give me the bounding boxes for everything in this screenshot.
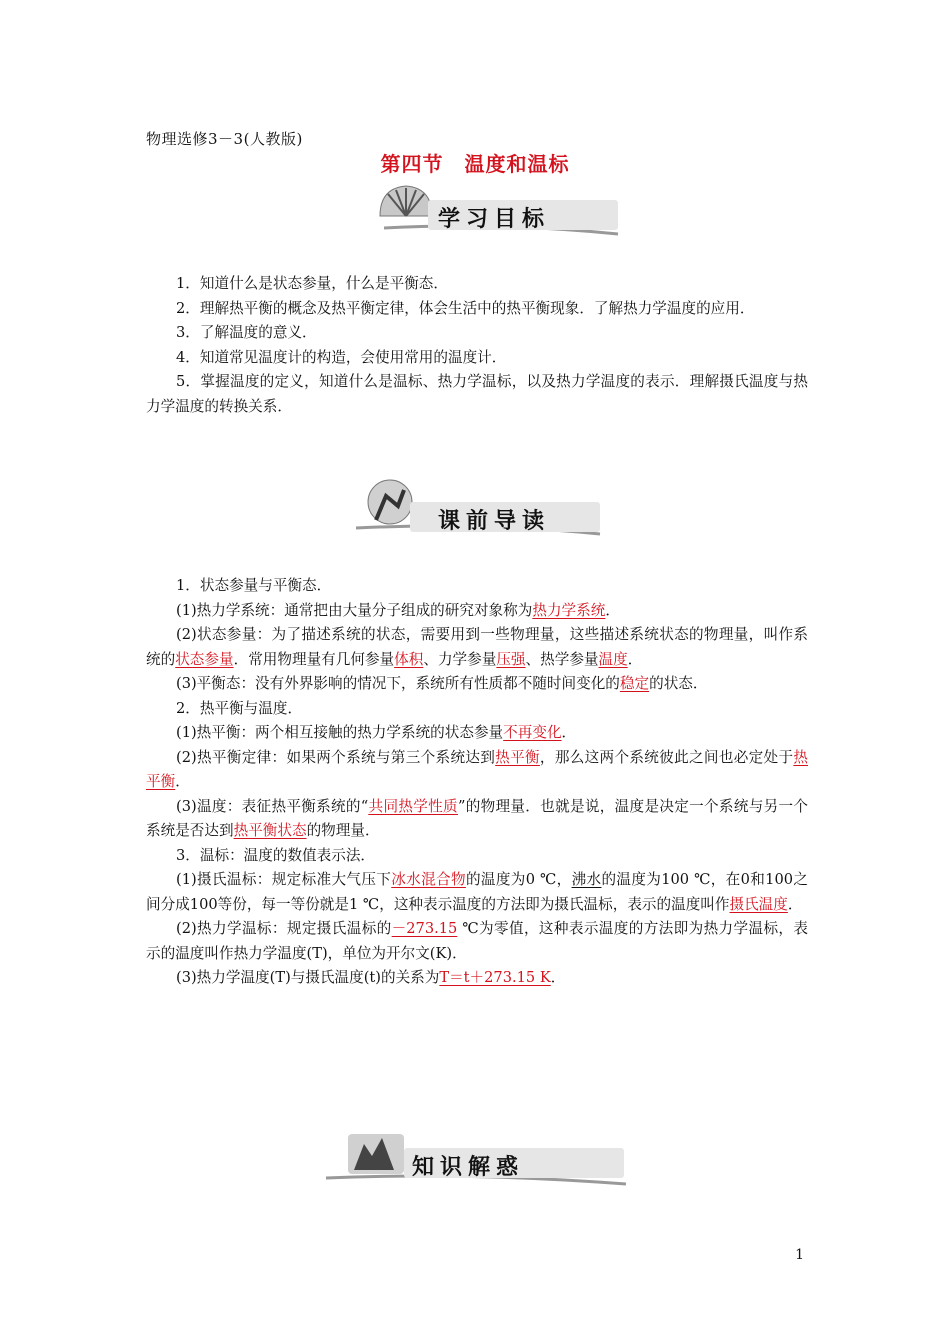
answer-blank: 热平衡状态	[233, 822, 307, 839]
banner-goals-label: 学习目标	[438, 207, 551, 232]
answer-blank: 状态参量	[175, 650, 234, 668]
banner-preview	[0, 476, 950, 538]
answer-blank: 压强	[496, 650, 526, 668]
answer-blank: 体积	[394, 650, 424, 668]
paragraph: (1)热力学系统：通常把由大量分子组成的研究对象称为热力学系统．	[176, 601, 620, 619]
banner-preview-label: 课前导读	[438, 509, 551, 534]
paragraph: (3)温度：表征热平衡系统的“共同热学性质”的物理量．也就是说，温度是决定一个系统与另一个系统是否达到热平衡状态的物理量．	[146, 797, 808, 839]
preview-content	[146, 574, 808, 991]
answer-blank: 热平衡	[146, 748, 808, 790]
paragraph: (1)热平衡：两个相互接触的热力学系统的状态参量不再变化．	[176, 724, 577, 741]
goal-item: 3．了解温度的意义．	[176, 324, 317, 341]
answer-blank: 摄氏温度	[729, 895, 788, 913]
goal-item: 5．掌握温度的定义，知道什么是温标、热力学温标，以及热力学温度的表示．理解摄氏温度与热力学温度的转换关系．	[146, 373, 808, 415]
paragraph: (3)平衡态：没有外界影响的情况下，系统所有性质都不随时间变化的稳定的状态．	[176, 675, 708, 692]
goals-list	[146, 272, 808, 419]
answer-blank: 温度	[598, 650, 628, 668]
subsection-heading: 2．热平衡与温度．	[176, 699, 303, 717]
section-title: 第四节 温度和温标	[380, 152, 570, 176]
goal-item: 2．理解热平衡的概念及热平衡定律，体会生活中的热平衡现象．了解热力学温度的应用．	[176, 299, 755, 317]
paragraph: (1)摄氏温标：规定标准大气压下冰水混合物的温度为0 ℃，沸水的温度为100 ℃，在0和100之间分成100等份，每一等份就是1 ℃，这种表示温度的方法即为摄氏温标，表示的温度叫作摄氏温度．	[146, 871, 808, 913]
goal-item: 1．知道什么是状态参量，什么是平衡态．	[176, 275, 448, 292]
answer-blank: 热力学系统	[532, 601, 606, 619]
answer-blank: 不再变化	[503, 724, 562, 741]
answer-blank: －273.15	[391, 920, 458, 937]
answer-blank: 冰水混合物	[391, 871, 466, 888]
page-number: 1	[795, 1247, 804, 1263]
underlined-term: 沸水	[571, 871, 602, 888]
answer-blank: 共同热学性质	[368, 797, 458, 815]
paragraph: (2)状态参量：为了描述系统的状态，需要用到一些物理量，这些描述系统状态的物理量，叫作系统的状态参量．常用物理量有几何参量体积、力学参量压强、热学参量温度．	[146, 626, 808, 668]
subsection-heading: 1．状态参量与平衡态．	[176, 577, 332, 594]
paragraph: (3)热力学温度(T)与摄氏温度(t)的关系为T＝t＋273.15 K．	[176, 969, 566, 986]
answer-blank: 稳定	[619, 675, 650, 692]
banner-learning-goals	[0, 178, 950, 240]
course-header: 物理选修3－3(人教版)	[146, 130, 303, 148]
goal-item: 4．知道常见温度计的构造，会使用常用的温度计．	[176, 348, 507, 366]
answer-blank: T＝t＋273.15 K	[439, 969, 551, 986]
paragraph: (2)热力学温标：规定摄氏温标的－273.15 ℃为零值，这种表示温度的方法即为热力学温标，表示的温度叫作热力学温度(T)，单位为开尔文(K)．	[146, 920, 808, 962]
answer-blank: 热平衡	[495, 748, 540, 766]
subsection-heading: 3．温标：温度的数值表示法．	[176, 846, 376, 864]
banner-knowledge	[0, 1126, 950, 1188]
banner-knowledge-label: 知识解惑	[412, 1155, 525, 1180]
paragraph: (2)热平衡定律：如果两个系统与第三个系统达到热平衡，那么这两个系统彼此之间也必定处于热平衡．	[146, 748, 808, 790]
